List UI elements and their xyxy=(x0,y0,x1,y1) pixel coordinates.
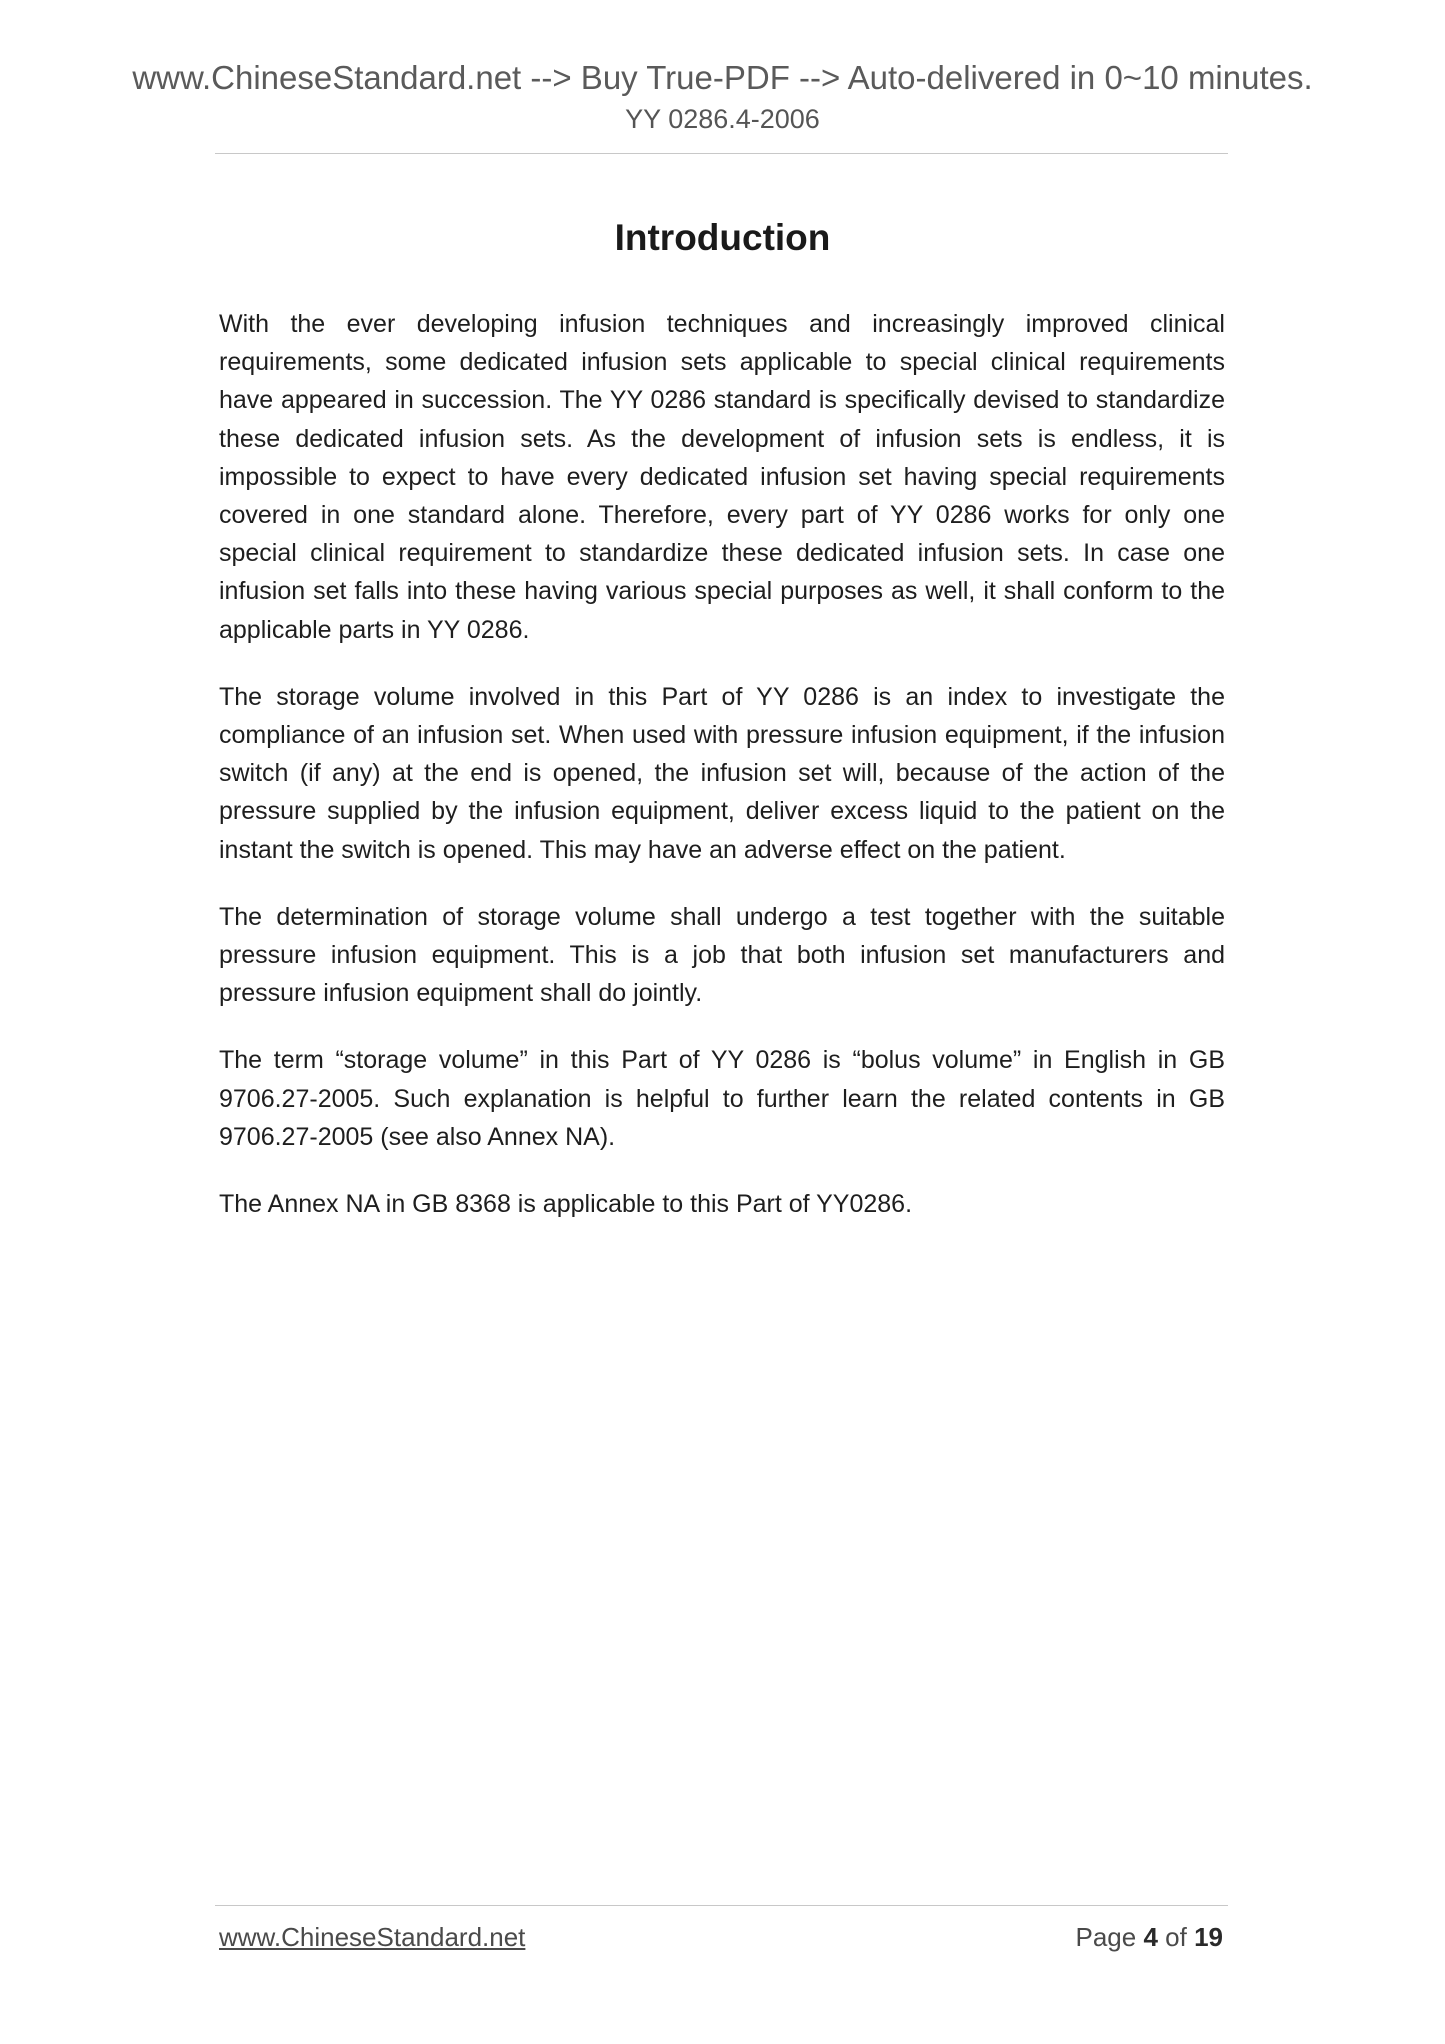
page-total: 19 xyxy=(1194,1922,1223,1952)
page-indicator xyxy=(1075,1920,1223,1954)
body-text xyxy=(219,305,1225,1252)
footer-site-link[interactable]: www.ChineseStandard.net xyxy=(219,1922,526,1952)
header-divider xyxy=(215,153,1228,154)
paragraph-4: The term “storage volume” in this Part of YY 0286 is “bolus volume” in English in GB 9706.27-2005. Such explanation is helpful to further learn the related contents in GB 9706.27-2005 (see also Annex NA). xyxy=(219,1046,1225,1151)
page-title: Introduction xyxy=(614,217,831,258)
paragraph-5: The Annex NA in GB 8368 is applicable to this Part of YY0286. xyxy=(219,1190,913,1219)
document-code: YY 0286.4-2006 xyxy=(625,104,820,134)
paragraph-3: The determination of storage volume shall undergo a test together with the suitable pressure infusion equipment. This is a job that both infusion set manufacturers and pressure infusion equipment shall do jointly. xyxy=(219,902,1225,1008)
page-prefix: Page xyxy=(1075,1922,1137,1952)
page-of: of xyxy=(1165,1922,1187,1952)
paragraph-2: The storage volume involved in this Part of YY 0286 is an index to investigate the compliance of an infusion set. When used with pressure infusion equipment, if the infusion switch (if any) at the end is opened, the infusion set will, because of the action of the pressure supplied by the infusion equipment, deliver excess liquid to the patient on the instant the switch is opened. This may have an adverse effect on the patient. xyxy=(219,682,1225,864)
footer-divider xyxy=(215,1905,1228,1906)
header-banner: www.ChineseStandard.net --> Buy True-PDF --> Auto-delivered in 0~10 minutes. xyxy=(132,59,1313,96)
paragraph-1: With the ever developing infusion techniques and increasingly improved clinical requirements, some dedicated infusion sets applicable to special clinical requirements have appeared in succession. The YY 0286 standard is specifically devised to standardize these dedicated infusion sets. As the development of infusion sets is endless, it is impossible to expect to have every dedicated infusion set having special requirements covered in one standard alone. Therefore, every part of YY 0286 works for only one special clinical requirement to standardize these dedicated infusion sets. In case one infusion set falls into these having various special purposes as well, it shall conform to the applicable parts in YY 0286. xyxy=(219,310,1225,644)
page-current: 4 xyxy=(1143,1922,1158,1952)
